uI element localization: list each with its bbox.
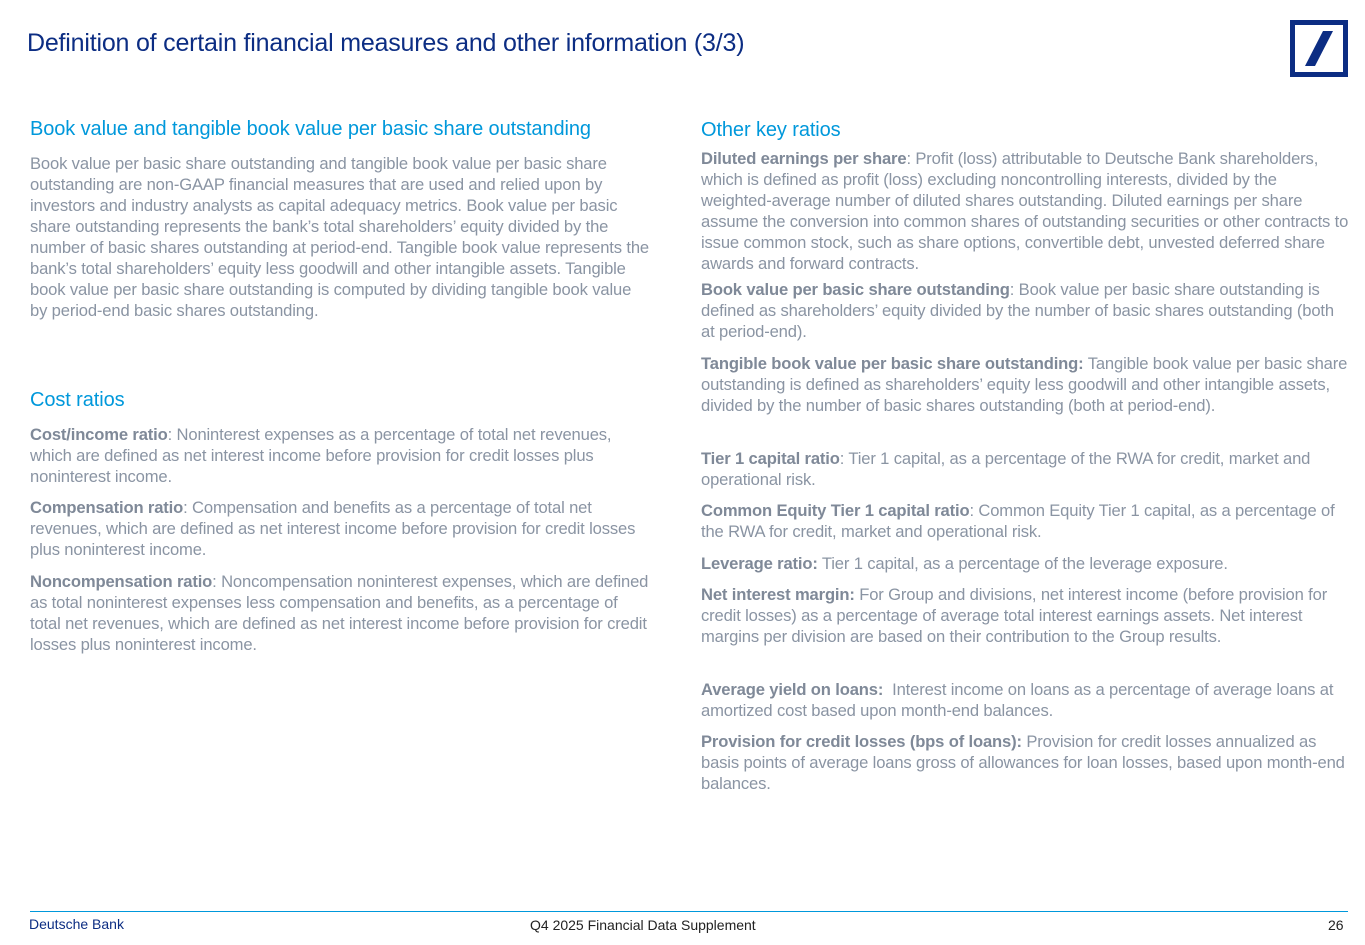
cost-ratios-heading: Cost ratios	[30, 389, 125, 411]
term: Common Equity Tier 1 capital ratio	[701, 501, 970, 520]
book-value-text: Book value per basic share outstanding and tangible book value per basic share outstanding are non-GAAP financial measures that are used and relied upon by investors and industry analysts as capital adequacy metrics. Book value per basic share outstanding represents the bank’s total shareholders’ equity divided by the number of basic shares outstanding at period-end. Tangible book value represents the bank’s total shareholders’ equity less goodwill and other intangible assets. Tangible book value per basic share outstanding is computed by dividing tangible book value by period-end basic shares outstanding.	[30, 154, 649, 320]
definition-book-value-per-share: Book value per basic share outstanding: Book value per basic share outstanding is defined as shareholders’ equity divided by the number of basic shares outstanding (both at period-end).	[701, 280, 1334, 341]
definition-text: Tier 1 capital, as a percentage of the RWA for credit, market and operational risk.	[701, 449, 1311, 489]
definition-text: Compensation and benefits as a percentage of total net revenues, which are defined as net interest income before provision for credit losses plus noninterest income.	[30, 498, 636, 559]
definition-cet1-capital-ratio: Common Equity Tier 1 capital ratio: Common Equity Tier 1 capital, as a percentage of the RWA for credit, market and operational risk.	[701, 501, 1335, 541]
page-title: Definition of certain financial measures and other information (3/3)	[27, 29, 745, 57]
term: Tier 1 capital ratio	[701, 449, 840, 468]
term: Compensation ratio	[30, 498, 184, 517]
definition-tangible-book-value	[701, 353, 1349, 416]
definition-net-interest-margin	[701, 584, 1349, 647]
definition-leverage-ratio	[701, 553, 1349, 574]
term: Provision for credit losses (bps of loans):	[701, 732, 1022, 751]
definition-average-yield-on-loans	[701, 679, 1349, 721]
term: Average yield on loans:	[701, 680, 884, 699]
definition-text: For Group and divisions, net interest income (before provision for credit losses) as a percentage of average total interest earnings assets. Net interest margins per division are based on their contribution to the Group results.	[701, 585, 1328, 646]
definition-text: Interest income on loans as a percentage of average loans at amortized cost based upon month-end balances.	[701, 680, 1334, 720]
definition-text: Noncompensation noninterest expenses, which are defined as total noninterest expenses less compensation and benefits, as a percentage of total net revenues, which are defined as net interest income before provision for credit losses plus noninterest income.	[30, 572, 649, 654]
definition-provision-for-credit-losses	[701, 731, 1349, 794]
definition-noncompensation-ratio: Noncompensation ratio: Noncompensation noninterest expenses, which are defined as total noninterest expenses less compensation and benefits, as a percentage of total net revenues, which are defined as net interest income before provision for credit losses plus noninterest income.	[30, 572, 649, 654]
term: Leverage ratio:	[701, 554, 818, 573]
definition-tier1-capital-ratio: Tier 1 capital ratio: Tier 1 capital, as a percentage of the RWA for credit, market and operational risk.	[701, 449, 1311, 489]
page-number: 26	[1328, 917, 1344, 933]
definition-text: Tangible book value per basic share outstanding is defined as shareholders’ equity less goodwill and other intangible assets, divided by the number of basic shares outstanding (both at period-end).	[701, 354, 1348, 415]
term: Book value per basic share outstanding	[701, 280, 1010, 299]
definition-diluted-eps: Diluted earnings per share: Profit (loss) attributable to Deutsche Bank shareholders, which is defined as profit (loss) excluding noncontrolling interests, divided by the weighted-average number of diluted shares outstanding. Diluted earnings per share assume the conversion into common shares of outstanding securities or other contracts to issue common stock, such as share options, convertible debt, unvested deferred share awards and forward contracts.	[701, 149, 1349, 273]
definition-text: Book value per basic share outstanding is defined as shareholders’ equity divided by the number of basic shares outstanding (both at period-end).	[701, 280, 1334, 341]
term: Tangible book value per basic share outstanding:	[701, 354, 1084, 373]
definition-text: Common Equity Tier 1 capital, as a percentage of the RWA for credit, market and operational risk.	[701, 501, 1335, 541]
footer-divider	[30, 911, 1348, 912]
footer-document-title: Q4 2025 Financial Data Supplement	[530, 917, 756, 933]
definition-text: Profit (loss) attributable to Deutsche Bank shareholders, which is defined as profit (loss) excluding noncontrolling interests, divided by the weighted-average number of diluted shares outstanding. Diluted earnings per share assume the conversion into common shares of outstanding securities or other contracts to issue common stock, such as share options, convertible debt, unvested deferred share awards and forward contracts.	[701, 149, 1349, 273]
term: Cost/income ratio	[30, 425, 168, 444]
term: Diluted earnings per share	[701, 149, 907, 168]
book-value-heading: Book value and tangible book value per basic share outstanding	[30, 118, 591, 140]
definition-text: Noninterest expenses as a percentage of total net revenues, which are defined as net interest income before provision for credit losses plus noninterest income.	[30, 425, 612, 486]
definition-text: Provision for credit losses annualized as basis points of average loans gross of allowances for loan losses, based upon month-end balances.	[701, 732, 1345, 793]
term: Noncompensation ratio	[30, 572, 213, 591]
deutsche-bank-logo-icon	[1290, 20, 1348, 77]
definition-compensation-ratio: Compensation ratio: Compensation and benefits as a percentage of total net revenues, which are defined as net interest income before provision for credit losses plus noninterest income.	[30, 498, 636, 559]
definition-text: Tier 1 capital, as a percentage of the leverage exposure.	[821, 554, 1228, 573]
footer-brand: Deutsche Bank	[29, 916, 124, 932]
other-key-ratios-heading: Other key ratios	[701, 119, 841, 141]
term: Net interest margin:	[701, 585, 855, 604]
definition-cost-income-ratio: Cost/income ratio: Noninterest expenses as a percentage of total net revenues, which are defined as net interest income before provision for credit losses plus noninterest income.	[30, 425, 612, 486]
